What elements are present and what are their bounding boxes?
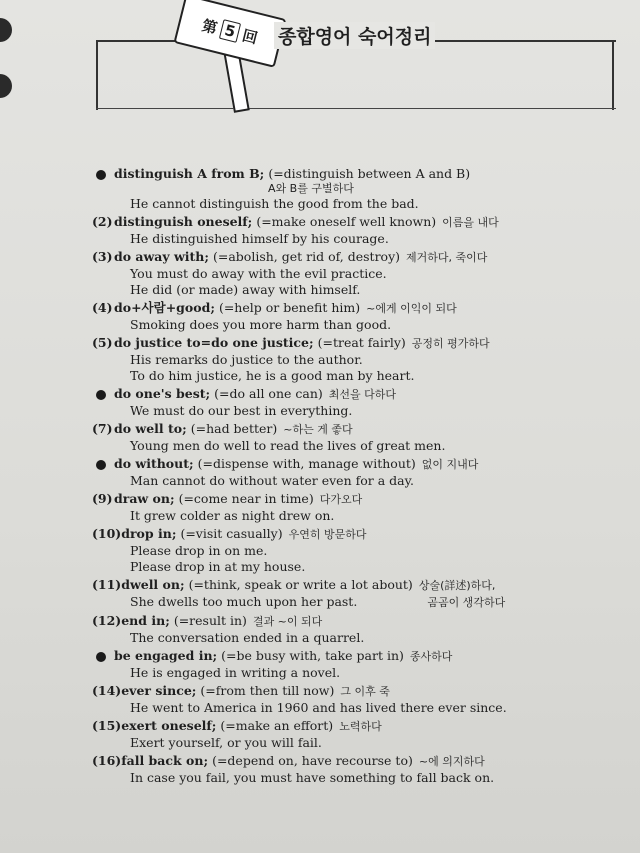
entry-number: (5) — [92, 335, 113, 350]
example-sentence: Young men do well to read the lives of great men. — [130, 438, 446, 453]
korean-meaning: A와 B를 구별하다 — [268, 182, 354, 195]
idiom-phrase: do one's best; — [114, 386, 211, 401]
idiom-phrase: do without; — [114, 456, 194, 471]
header-frame-line — [96, 40, 98, 110]
bullet-icon — [96, 170, 106, 180]
tag-suffix: 回 — [240, 25, 260, 48]
idiom-headline — [92, 648, 632, 665]
idiom-headline — [92, 683, 632, 700]
idiom-headline — [92, 491, 632, 508]
entry-number: (16) — [92, 753, 122, 768]
idiom-entry — [92, 526, 632, 575]
idiom-phrase: be engaged in; — [114, 648, 218, 663]
idiom-headline — [92, 300, 632, 317]
bullet-icon — [96, 390, 106, 400]
example-sentence: The conversation ended in a quarrel. — [130, 630, 365, 645]
example-sentence: Smoking does you more harm than good. — [130, 317, 392, 332]
idiom-gloss: (=make an effort) — [220, 718, 334, 733]
idiom-gloss: (=help or benefit him) — [218, 300, 361, 315]
entry-number: (3) — [92, 249, 113, 264]
example-sentence: You must do away with the evil practice. — [130, 266, 387, 281]
idiom-gloss: (=visit casually) — [180, 526, 283, 541]
korean-meaning: 없이 지내다 — [421, 458, 479, 471]
idiom-headline — [92, 577, 632, 594]
korean-meaning: 최선을 다하다 — [328, 388, 397, 401]
idiom-phrase: fall back on; — [121, 753, 209, 768]
korean-meaning: 그 이후 죽 — [340, 685, 390, 698]
header-frame-line — [612, 40, 614, 110]
entry-number: (2) — [92, 214, 113, 229]
korean-meaning: ~에 의지하다 — [418, 755, 485, 768]
example-sentence: She dwells too much upon her past. 곰곰이 생각하다 — [130, 594, 506, 609]
idiom-list — [92, 166, 632, 788]
example-sentence: It grew colder as night drew on. — [130, 508, 335, 523]
korean-meaning: 상술(詳述)하다, — [418, 579, 496, 592]
korean-meaning: 이름을 내다 — [442, 216, 499, 229]
binder-hole — [0, 74, 12, 98]
idiom-gloss: (=had better) — [190, 421, 278, 436]
example-sentence: He cannot distinguish the good from the bad. — [130, 196, 419, 211]
example-sentence: To do him justice, he is a good man by heart. — [130, 368, 415, 383]
idiom-phrase: distinguish oneself; — [114, 214, 253, 229]
korean-meaning: 결과 ~이 되다 — [252, 615, 323, 628]
lesson-number: 5 — [219, 19, 242, 43]
korean-meaning: ~하는 게 좋다 — [283, 423, 353, 436]
idiom-headline — [92, 421, 632, 438]
example-sentence: We must do our best in everything. — [130, 403, 353, 418]
idiom-phrase: ever since; — [121, 683, 197, 698]
example-sentence: Man cannot do without water even for a day. — [130, 473, 414, 488]
bullet-icon — [96, 460, 106, 470]
idiom-phrase: do+사람+good; — [114, 300, 215, 315]
example-sentence: He went to America in 1960 and has lived there ever since. — [130, 700, 507, 715]
korean-meaning: 공정히 평가하다 — [411, 337, 490, 350]
idiom-headline — [92, 526, 632, 543]
idiom-gloss: (=from then till now) — [200, 683, 335, 698]
idiom-entry — [92, 456, 632, 489]
idiom-headline — [92, 753, 632, 770]
idiom-entry — [92, 421, 632, 454]
entry-number: (10) — [92, 526, 122, 541]
idiom-headline — [92, 386, 632, 403]
entry-number: (9) — [92, 491, 113, 506]
entry-number: (15) — [92, 718, 122, 733]
korean-meaning: 우연히 방문하다 — [288, 528, 367, 541]
idiom-gloss: (=be busy with, take part in) — [221, 648, 404, 663]
idiom-gloss: (=do all one can) — [214, 386, 323, 401]
idiom-headline — [92, 613, 632, 630]
idiom-entry — [92, 613, 632, 646]
idiom-entry — [92, 166, 632, 212]
idiom-entry — [92, 683, 632, 716]
binder-hole — [0, 18, 12, 42]
idiom-entry — [92, 491, 632, 524]
korean-meaning: 다가오다 — [319, 493, 363, 506]
example-sentence: Please drop in at my house. — [130, 559, 306, 574]
example-sentence: His remarks do justice to the author. — [130, 352, 363, 367]
idiom-headline — [92, 249, 632, 266]
idiom-gloss: (=dispense with, manage without) — [197, 456, 416, 471]
idiom-phrase: dwell on; — [121, 577, 185, 592]
example-sentence: Please drop in on me. — [130, 543, 268, 558]
tag-label: 第 — [200, 15, 220, 38]
idiom-gloss: (=depend on, have recourse to) — [212, 753, 413, 768]
idiom-phrase: do well to; — [114, 421, 187, 436]
idiom-entry — [92, 718, 632, 751]
idiom-phrase: end in; — [121, 613, 170, 628]
idiom-gloss: (=make oneself well known) — [256, 214, 437, 229]
idiom-gloss: (=think, speak or write a lot about) — [188, 577, 413, 592]
idiom-phrase: distinguish A from B; — [114, 166, 265, 181]
header-rule — [96, 108, 616, 109]
idiom-entry — [92, 300, 632, 333]
entry-number: (4) — [92, 300, 113, 315]
korean-meaning: 종사하다 — [409, 650, 453, 663]
idiom-phrase: do justice to=do one justice; — [114, 335, 314, 350]
idiom-phrase: draw on; — [114, 491, 175, 506]
idiom-entry — [92, 648, 632, 681]
entry-number: (11) — [92, 577, 122, 592]
korean-meaning: 제거하다, 죽이다 — [406, 251, 488, 264]
idiom-headline — [92, 166, 632, 182]
idiom-entry — [92, 753, 632, 786]
page-title: 종합영어 숙어정리 — [274, 22, 435, 49]
idiom-entry — [92, 335, 632, 384]
idiom-phrase: drop in; — [121, 526, 177, 541]
idiom-gloss: (=abolish, get rid of, destroy) — [213, 249, 401, 264]
korean-meaning: 노력하다 — [339, 720, 382, 733]
idiom-gloss: (=come near in time) — [178, 491, 314, 506]
bullet-icon — [96, 652, 106, 662]
entry-number: (7) — [92, 421, 113, 436]
korean-meaning: ~에게 이익이 되다 — [366, 302, 457, 315]
example-sentence: In case you fail, you must have something to fall back on. — [130, 770, 495, 785]
idiom-headline — [92, 214, 632, 231]
entry-number: (14) — [92, 683, 122, 698]
idiom-entry — [92, 214, 632, 247]
idiom-gloss: (=treat fairly) — [317, 335, 406, 350]
idiom-headline — [92, 718, 632, 735]
example-sentence: Exert yourself, or you will fail. — [130, 735, 322, 750]
example-sentence: He did (or made) away with himself. — [130, 282, 361, 297]
idiom-phrase: do away with; — [114, 249, 209, 264]
idiom-gloss: (=distinguish between A and B) — [268, 166, 471, 181]
korean-meaning-continued: 곰곰이 생각하다 — [427, 596, 506, 609]
idiom-headline — [92, 335, 632, 352]
entry-number: (12) — [92, 613, 122, 628]
idiom-entry — [92, 386, 632, 419]
idiom-headline — [92, 456, 632, 473]
idiom-entry — [92, 577, 632, 611]
example-sentence: He distinguished himself by his courage. — [130, 231, 389, 246]
example-sentence: He is engaged in writing a novel. — [130, 665, 341, 680]
idiom-gloss: (=result in) — [173, 613, 247, 628]
idiom-entry — [92, 249, 632, 298]
idiom-phrase: exert oneself; — [121, 718, 217, 733]
